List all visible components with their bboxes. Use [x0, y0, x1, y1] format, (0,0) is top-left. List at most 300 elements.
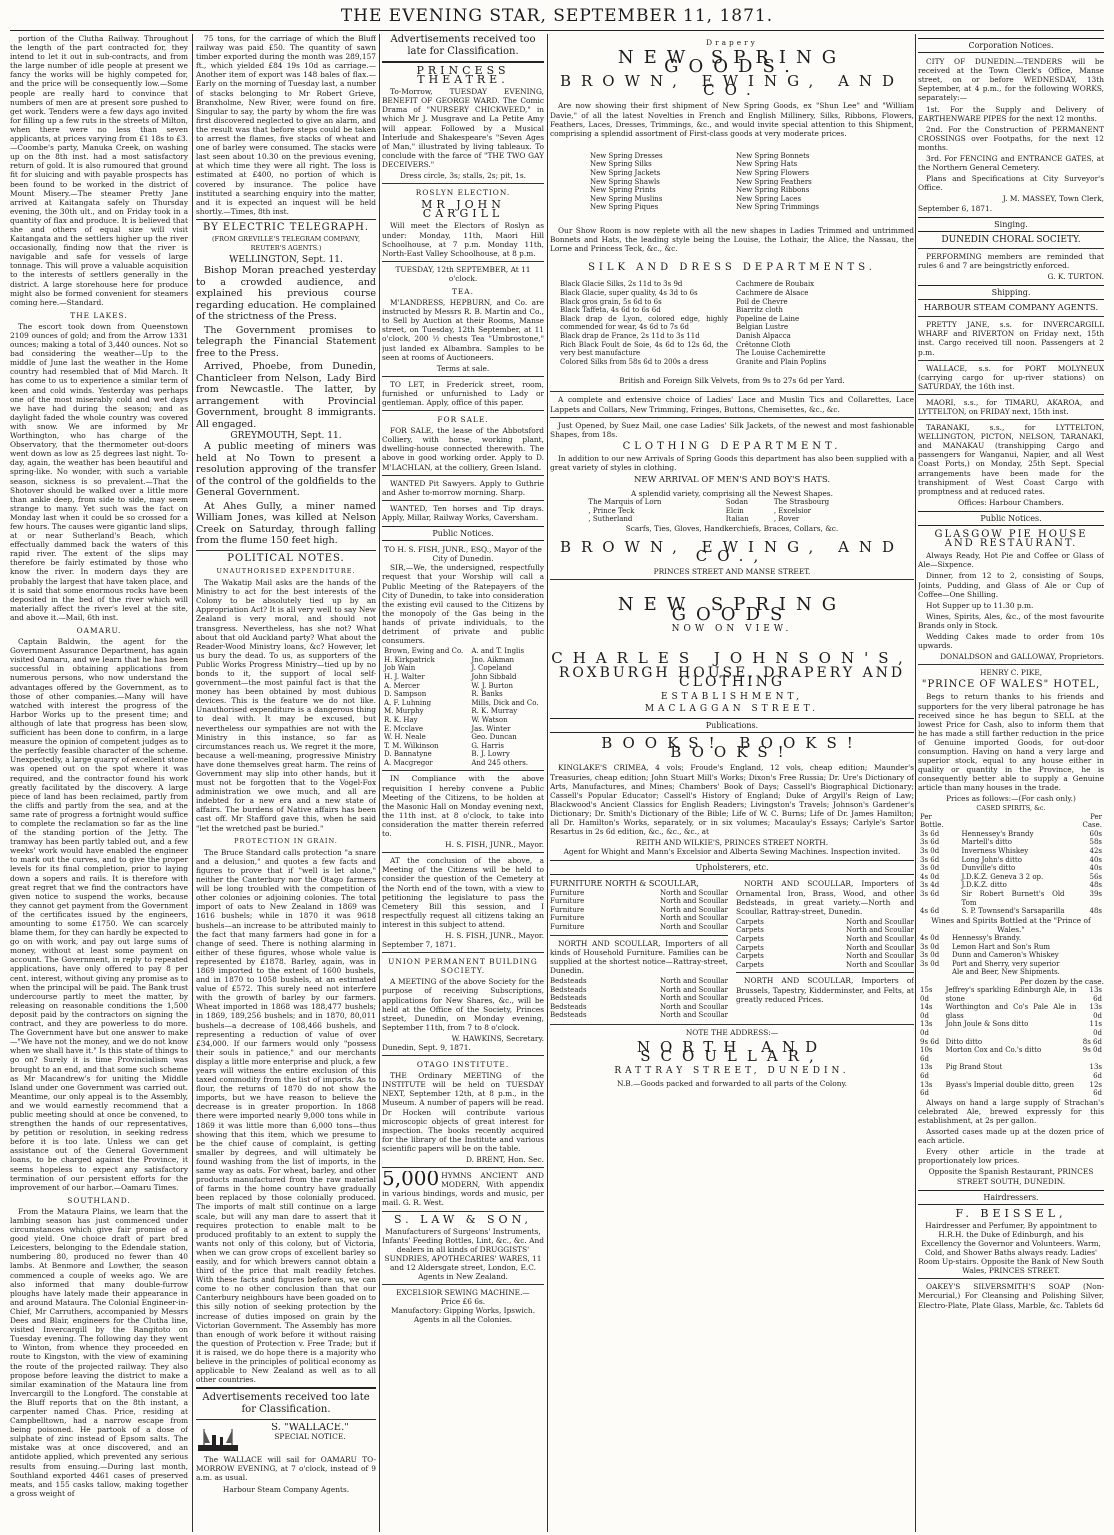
- table-row: [918, 951, 1104, 960]
- paragraph: KINGLAKE'S CRIMEA, 4 vols; Froude's England, 12 vols, cheap edition; Maunder's Treasuries, cheap edition; John Stuart Mill's Works; Dixon's Free Russia; Dr. Ure's Dictionary of Arts, Manufactures, and Mines; Chambers' Book of Days; Cassell's Biographical Dictionary; Cassell's Popular Educator; Cassell's History of England; Duke of Argyll's Reign of Law; Blackwood's Ancient Classics for English Readers; Livingston's Travels; Johnson's Gardener's Dictionary; Dr. Smith's Dictionary of the Bible; Life of W. C. Burns; Life of Dr. James Hamilton; all Dr. Hamilton's Works, separately, or in six volumes; Macaulay's Essays; Carlyle's Sartor Resartus in 2s 6d edition, &c., &c., &c., at: [550, 763, 914, 837]
- list-item: [550, 923, 728, 932]
- paragraph: Arrived, Phoebe, from Dunedin, Chanticleer from Nelson, Lady Bird from Newcastle. The latter, by arrangement with Provincial Government, brought 8 immigrants. All engaged.: [196, 361, 376, 430]
- table-cell: 3s 0d: [920, 847, 940, 856]
- section-heading: SOUTHLAND.: [67, 1195, 131, 1205]
- furniture-heading: FURNITURE NORTH & SCOULLAR,: [550, 879, 699, 889]
- paragraph: WALLACE, s.s. for PORT MOLYNEUX (carrying cargo for up-river stations) on SATURDAY, the 16th inst.: [918, 363, 1104, 391]
- table-cell: J.D.K.Z. Geneva 3 2 op.: [961, 872, 1044, 881]
- paragraph: Captain Baldwin, the agent for the Government Assurance Department, has again visited Oamaru, and we learn that he has been successful in obtaining applications from numerous persons, who now understand the advantages offered by the Government, as to those of other companies.—Many will have watched with interest the progress of the Harbor Works up to the present time; and although of late that progress has been slow, sufficient has been done to confirm, in a large measure the opinion of competent judges as to the perfectly feasible character of the scheme. Unexpectedly, a large quarry of excellent stone was opened out on the spot where it was required, and the contractor found his work greatly facilitated by the discovery. A large piece of land has been reclaimed, partly from the cliffs and partly from the sea, and at the same rate of progress a fortnight would suffice to complete the reclamation so far as the line of the standing portion of the Jetty. The tramway has been partly tabled out, and a few weeks' work would have enabled the engineer to mark out the curves, and to give the proper levels for its final completion, prior to laying down a sopers and rails. It is therefore with great regret that we find the contractors have given notice to suspend the works, because they cannot get payment from the Government of the certificates issued by the engineers, amounting to some £1750. We can scarcely blame them, for they can hardly be expected to go on with work, and pay out large sums of money, without at least some payment on account. The Government, in reply to repeated applications, have only offered to pay 8 per cent. interest, without giving any promise as to when the principal will be paid. The Bank trust undercourse partly to meet the matter, by releasing on reasonable conditions the 1,500 deposit paid by the contractors on signing the contract, and they are powerless to do more. The Government have but one answer to make—"We have not the money, and we do not know when we shall have it." Is this state of things to go on? Surely it is time Provincialism was brought to an end, and that some such scheme as Mr Macandrew's for uniting the Middle Island under one Government was carried out. Meantime, our only appeal is to the Assembly, and we would earnestly recommend that a public meeting should at once be convened, to strengthen the hands of our representatives, by petition or resolution, in seeking redress before it is too late. Unless we can get assistance out of the General Government loans, to be charged against the Province, it seems hopeless to expect any satisfactory termination of our persistent efforts for the improvement of our harbor.—Oamaru Times.: [10, 637, 188, 1192]
- list-item: [736, 918, 914, 927]
- table-row: [382, 750, 544, 759]
- item-seller: North and Scoullar: [659, 1002, 728, 1011]
- paragraph: Dinner, from 12 to 2, consisting of Soups, Joints, Pudding, and Glass of Ale or Cup of Coffee—One Shilling.: [918, 571, 1104, 599]
- telegraph-source: (FROM GREVILLE'S TELEGRAM COMPANY, REUTER'S AGENTS.): [211, 234, 361, 253]
- item-seller: North and Scoullar: [659, 994, 728, 1003]
- table-cell: J. Copeland: [471, 664, 512, 673]
- section-heading: TEA.: [451, 286, 474, 296]
- paragraph: Always on hand a large supply of Strachan's celebrated Ale, brewed expressly for this establishment, at 2s per gallon.: [918, 1097, 1104, 1125]
- table-cell: 56s: [1089, 872, 1102, 881]
- section-bar: Upholsterers, etc.: [550, 860, 914, 875]
- sub-heading: PROTECTION IN GRAIN.: [234, 836, 338, 845]
- paragraph: 75 tons, for the carriage of which the Bluff railway was paid £50. The quantity of sawn timber exported during the month was 289,157 ft., which yielded £84 19s 10d as carriage.—Another item of export was 148 bales of flax.—Early on the morning of Tuesday last, a number of stacks belonging to Mr Robert Grieve, Branxholme, New River, were found on fire. Singular to say, the party by whom the fire was first discovered neglected to give an alarm, and the result was that before steps could be taken to arrest the flames, five stacks of wheat and one of barley were consumed. The stacks were last seen about 10.30 on the previous evening, at which time they were all right. The loss is estimated at £400, no portion of which is covered by insurance. The police have instituted a searching enquiry into the matter, and it is expected an inquest will be held shortly.—Times, 8th inst.: [196, 34, 376, 216]
- column-divider: [547, 34, 548, 1532]
- paragraph: Our Show Room is now replete with all the new shapes in Ladies Trimmed and untrimmed Bonnets and Hats, the leading style being the Louise, the Lothair, the Alice, the Nassau, the Lorne and Princess Teck, &c., &c.: [550, 226, 914, 254]
- table-cell: John Sibbald: [471, 672, 517, 681]
- signature: W. HAWKINS, Secretary.: [451, 1033, 544, 1043]
- table-row: [918, 830, 1104, 839]
- paragraph: Hot Supper up to 11.30 p.m.: [926, 600, 1034, 610]
- date: September 7, 1871.: [382, 940, 457, 950]
- divider: [196, 1387, 376, 1389]
- list-item: Black drap de Lyon, colored edge, highly commended for wear, 4s 6d to 7s 6d: [560, 314, 728, 332]
- table-cell: W. H. Neale: [384, 733, 426, 742]
- table-row: [918, 1038, 1104, 1047]
- table-cell: 40s: [1089, 864, 1102, 873]
- velvets: British and Foreign Silk Velvets, from 9s to 27s 6d per Yard.: [619, 376, 845, 386]
- item-label: Carpets: [736, 952, 764, 961]
- section-heading: ROSLYN ELECTION.: [415, 188, 511, 198]
- paragraph: CITY OF DUNEDIN.—TENDERS will be received at the Town Clerk's Office, Manse street, on or before WEDNESDAY, 13th September, at 4 p.m., for the following WORKS, separately:—: [918, 57, 1104, 103]
- item-label: Furniture: [550, 888, 585, 897]
- table-cell: Jeffrey's sparkling Edinburgh Ale, in stone: [945, 986, 1077, 1003]
- signatories-table: [382, 647, 544, 767]
- table-row: [918, 838, 1104, 847]
- item-label: Furniture: [550, 905, 585, 914]
- table-cell: , Sutherland: [588, 515, 633, 524]
- paragraph: Plans and Specifications at City Surveyor's Office.: [918, 174, 1104, 193]
- table-row: [918, 864, 1104, 873]
- sale-date: TUESDAY, 12th SEPTEMBER, At 11 o'clock.: [395, 264, 531, 283]
- item-seller: North and Scoullar: [845, 960, 914, 969]
- table-cell: Long John's ditto: [961, 855, 1022, 864]
- table-cell: 3s 6d: [920, 838, 940, 847]
- books-heading: BOOKS! BOOKS! BOOKS!: [601, 734, 863, 762]
- divider: [382, 261, 544, 262]
- column-divider: [379, 34, 380, 1532]
- beers-table: [918, 986, 1104, 1098]
- table-cell: Job Wain: [384, 664, 416, 673]
- paragraph: The Wakatip Mail asks are the hands of the Ministry to act for the best interests of the Colony to be absolutely tied up by an Appropriation Act? It is all very well to say New Zealand is very moral, and should not transgress. Nevertheless, has she not? What about that old Auckland party? What about the Reader-Wood Ministry loans, &c? However, let us bury the dead. To us, as supporters of the Public Works Progress Ministry—tied up by no bonds to it, the support of local self-government—the most painful fact is that the money has been obtained by most dubious devices. This is the feature we do not like. Unauthorised expenditure is a dangerous thing to deal with. It may be excused, but nevertheless our sympathies are not with the Ministry in this instance, so far as circumstances reach us. We regret it the more, because a well-meaning, progressive Ministry have done themselves great harm. The reins of Government may slip into other hands, but it must not be forgotten that to the Vogel-Fox administration we owe much, and all are indebted for a new era and a new state of affairs. The burdens of Native affairs has been cast off. Mr Stafford gave this, when he said "let the wretched past be buried.": [196, 578, 376, 833]
- paragraph: Manufacturers of Surgeons' Instruments, Infants' Feeding Bottles, Lint, &c., &c. And dealers in all kinds of DRUGGISTS' SUNDRIES, APOTHECARIES' WARES, 11 and 12 Aldersgate street, London, E.C. Agents in New Zealand.: [382, 1226, 544, 1282]
- divider: [382, 1284, 544, 1285]
- divider: [550, 935, 728, 936]
- table-cell: Pig Brand Stout: [945, 1063, 1003, 1072]
- table-row: [918, 907, 1104, 916]
- paragraph: Wedding Cakes made to order from 10s upwards.: [918, 631, 1104, 651]
- paragraph: The WALLACE will sail for OAMARU TO-MORROW EVENING, at 7 o'clock, instead of 9 a.m. as usual.: [196, 1455, 376, 1483]
- column-4: [550, 34, 914, 1532]
- table-row: [918, 1020, 1104, 1037]
- paragraph: MAORI, s.s., for TIMARU, AKAROA, and LYTTELTON, on FRIDAY next, 15th inst.: [918, 397, 1104, 416]
- ship-title: S. "WALLACE.": [271, 1423, 349, 1434]
- table-cell: , Prince Teck: [588, 506, 635, 515]
- list-item: New Spring Ribbons: [736, 186, 810, 195]
- table-cell: Ditto ditto: [945, 1037, 983, 1046]
- table-cell: Sir Robert Burnett's Old Tom: [961, 890, 1065, 907]
- table-cell: 4s 0d: [920, 933, 940, 942]
- section-bar: Public Notices.: [918, 511, 1104, 526]
- list-item: Crêtonne Cloth: [736, 340, 791, 349]
- ship-subtitle: SPECIAL NOTICE.: [274, 1432, 346, 1442]
- table-cell: 12s 6d: [1089, 1080, 1102, 1098]
- list-item: New Spring Jackets: [590, 169, 661, 178]
- table-row: [918, 847, 1104, 856]
- list-item: Cachmere de Roubaix: [736, 280, 815, 289]
- table-cell: 11s 0d: [1089, 1020, 1102, 1037]
- table-row: [918, 934, 1104, 943]
- divider: [196, 219, 376, 220]
- paragraph: M'LANDRESS, HEPBURN, and Co. are instructed by Messrs R. B. Martin and Co., to Sell by Auction at their Rooms, Manse street, on Tuesday, 12th September, at 11 o'clock, 200 ½ chests Tea "Umbrostone," just landed ex Albambra. Samples to be seen at rooms of Auctioneers.: [382, 298, 544, 362]
- item-label: Carpets: [736, 935, 764, 944]
- table-row: [918, 960, 1104, 969]
- table-cell: 13s 6d: [1089, 1063, 1102, 1080]
- firm-address: RATTRAY STREET, DUNEDIN.: [614, 1066, 850, 1077]
- table-cell: W. J. Burton: [471, 681, 513, 690]
- paragraph: AT the conclusion of the above, a Meeting of the Citizens will be held to consider the question of the Cemetery at the North end of the town, with a view to petitioning the legislature to pass the Cemetery Bill this session, and I respectfully request all citizens taking an interest in this subject to attend.: [382, 856, 544, 929]
- table-row: [918, 881, 1104, 890]
- list-item: [736, 944, 914, 953]
- terms: Terms at sale.: [436, 363, 490, 373]
- item-label: Furniture: [550, 922, 585, 931]
- list-item: New Spring Hats: [736, 160, 798, 169]
- furniture-list: [550, 889, 728, 932]
- list-item: [550, 897, 728, 906]
- table-cell: Hennessy's Brandy.: [951, 933, 1022, 942]
- signature: DONALDSON and GALLOWAY, Proprietors.: [940, 652, 1104, 662]
- item-label: Furniture: [550, 914, 585, 923]
- table-row: [918, 968, 1104, 977]
- list-item: Black Glacie, super quality, 4s 3d to 6s: [560, 288, 698, 297]
- clothing-heading: CLOTHING DEPARTMENT.: [622, 440, 842, 452]
- paragraph: A public meeting of miners was held at No Town to present a resolution approving of the transfer of the control of the goldfields to the General Government.: [196, 441, 376, 499]
- divider: [382, 500, 544, 501]
- item-label: Carpets: [736, 943, 764, 952]
- paragraph: The Bruce Standard calls protection "a snare and a delusion," and quotes a few facts and figures to prove that if "well is let alone," neither the Canterbury nor the Otago farmers will be long troubled with the competition of other colonies or adjoining colonies. The total import of oats to New Zealand in 1869 was 1616 bushels; while in 1870 it was 9618 bushels—an increase to be attributed mainly to the fact that many farmers had gone in for a change of seed. There is nothing alarming in either of these figures, whose whole value is represented by £1878. Barley, again, was in 1869 imported to the extent of 1600 bushels, and in 1870 to 1058 bushels, at an estimated value of £572. This surely need not interfere with the growth of barley by our farmers. Wheat imported in 1868 was 188,477 bushels; in 1869, 189,256 bushels; and in 1870, 80,011 bushels—a decrease of 108,466 bushels, and representing a reduction of value of over £34,000. If our farmers would only "possess their souls in patience," and our merchants display a little more enterprise and pluck, a few years will witness the entire exclusion of this taxed commodity from the list of imports. As to flour, the returns of 1870 do not show the imports, but we have reason to believe the decrease is in greater proportion. In 1868 there were imported nearly 9,000 tons while in 1869 it was little more than 6,000 tons—thus showing that this item, which we presume to be the chief cause of complaint, is getting smaller by degrees, and will ultimately be found washing from the list of imports, in the same way as oats. For wheat, barley, and other products manufactured from the raw material of farms in the home country have gradually been replaced by those colonially produced. The imports of malt still continue on a large scale, but will any man dare to assert that it requires protection to enable malt to be produced profitably to an extent to supply the wants not only of this colony, but of Victoria, when we can grow crops of excellent barley so easily, and for which brewers cannot obtain a third of the price that malt readily fetches. With these facts and figures before us, we can come to no other conclusion than that our Canterbury neighbours have been goaded on to this silly notion of seeking protection by the increase of duties imposed on grain by the Victorian Government. The Assembly has more than enough of work before it without raising the question of Protection v. Free Trade; but if it is raised, we do hope there is a majority who believe in the principles of political economy as applicable to New Zealand as well as to all other countries.: [196, 847, 376, 1385]
- table-cell: 13s 6d: [920, 1080, 933, 1098]
- column-header: Per Case.: [1082, 812, 1102, 830]
- list-item: Danish Alpacca: [736, 331, 791, 340]
- table-cell: 9s 6d: [920, 1037, 940, 1046]
- paragraph: OAKEY'S SILVERSMITH'S SOAP (Non-Mercurial,) For Cleansing and Polishing Silver, Electro-Plate, Plate Glass, Marble, &c. Tablets 6d: [918, 1282, 1104, 1310]
- table-cell: 48s: [1089, 881, 1102, 890]
- masthead: THE EVENING STAR, SEPTEMBER 11, 1871.: [340, 6, 774, 26]
- table-cell: 60s: [1089, 829, 1102, 838]
- table-cell: W. Watson: [471, 715, 508, 724]
- paragraph: HYMNS ANCIENT AND MODERN, With appendix in various bindings, words and music, per mail. G. R. West.: [382, 1171, 544, 1208]
- table-cell: 3s 0d: [920, 864, 940, 873]
- wines-heading: Wines and Spirits Bottled at the "Prince of Wales.": [931, 915, 1091, 934]
- divider: [382, 1167, 544, 1168]
- divider: [918, 316, 1104, 317]
- company-name: HARBOUR STEAM COMPANY AGENTS.: [923, 303, 1099, 314]
- table-cell: , Excelsior: [773, 506, 812, 515]
- item-seller: North and Scoullar: [659, 1011, 728, 1020]
- political-heading: POLITICAL NOTES.: [227, 552, 345, 564]
- table-cell: Jas. Winter: [471, 724, 511, 733]
- section-heading: Drapery: [706, 38, 758, 47]
- list-item: [736, 961, 914, 970]
- list-item: Belgian Lustre: [736, 323, 789, 332]
- table-cell: M. Murphy: [384, 707, 424, 716]
- item-seller: North and Scoullar: [845, 917, 914, 926]
- divider: [550, 579, 914, 580]
- section-bar: Public Notices.: [382, 526, 544, 541]
- table-cell: Geo. Duncan: [471, 733, 517, 742]
- divider: [196, 1419, 376, 1420]
- table-cell: T. M. Wilkinson: [384, 741, 439, 750]
- top-rule: [10, 30, 1104, 31]
- steamship-icon: [196, 1425, 240, 1455]
- list-item: [550, 906, 728, 915]
- list-item: New Spring Feathers: [736, 177, 812, 186]
- section-heading: FOR SALE.: [437, 415, 489, 425]
- table-row: [382, 673, 544, 682]
- paragraph: Are now showing their first shipment of New Spring Goods, ex "Shun Lee" and "William Davie," of all the latest Novelties in French and English Millinery, Silks, Ribbons, Flowers, Feathers, Laces, Dresses, Trimmings, &c., and would invite special attention to this Shipment, comprising a splendid assortment of First-class goods at very moderate prices.: [550, 101, 914, 138]
- section-heading: OAMARU.: [76, 626, 122, 635]
- signature: G. K. TURTON.: [1047, 271, 1104, 281]
- paragraph: Assorted cases made up at the dozen price of each article.: [918, 1127, 1104, 1146]
- table-cell: 15s 0d: [920, 986, 933, 1003]
- divider: [918, 394, 1104, 395]
- paragraph: NORTH AND SCOULLAR, Importers of Ornamental Iron, Brass, Wood, and other Bedsteads, in great variety.—North and Scoullar, Rattray-street, Dunedin.: [736, 879, 914, 916]
- address: Opposite the Spanish Restaurant, PRINCES STREET SOUTH, DUNEDIN.: [928, 1167, 1094, 1186]
- list-left: [590, 152, 728, 212]
- paragraph: NORTH AND SCOULLAR, Importers of all kinds of Household Furniture. Families can be supplied at the shortest notice—Rattray-street, Dunedin.: [550, 938, 728, 975]
- hairdresser-name: F. BEISSEL,: [955, 1206, 1067, 1220]
- section-heading: UNION PERMANENT BUILDING SOCIETY.: [388, 957, 538, 976]
- silk-list-left: [560, 280, 728, 366]
- display-heading: NEW SPRING GOODS.: [617, 47, 847, 78]
- table-cell: 48s: [1089, 907, 1102, 916]
- table-cell: 10s 6d: [920, 1046, 933, 1063]
- table-cell: And 245 others.: [471, 758, 529, 767]
- date: September 6, 1871.: [918, 203, 993, 213]
- item-seller: North and Scoullar: [659, 905, 728, 914]
- table-cell: Italian: [725, 515, 749, 524]
- section-bar: Publications.: [550, 718, 914, 733]
- paragraph: FOR SALE, the lease of the Abbotsford Colliery, with horse, working plant, dwelling-house connected therewith. The above in good working order. Apply to D. M'LACHLAN, at the colliery, Green Island.: [382, 426, 544, 472]
- table-cell: Inverness Whiskey: [961, 847, 1029, 856]
- table-cell: Lemon Hart and Son's Rum: [951, 942, 1051, 951]
- paragraph: Every other article in the trade at proportionately low prices.: [918, 1147, 1104, 1166]
- table-cell: B. J. Lowry: [471, 750, 510, 759]
- note: N.B.—Goods packed and forwarded to all parts of the Colony.: [616, 1079, 848, 1089]
- paragraph: A MEETING of the above Society for the purpose of receiving Subscriptions, applications for New Shares, &c., will be held at the Office of the Society, Princes street, Dunedin, on Monday evening, September 11th, from 7 to 8 o'clock.: [382, 977, 544, 1032]
- paragraph: Wines, Spirits, Ales, &c., of the most favourite Brands only in Stock.: [918, 611, 1104, 630]
- item-label: Carpets: [736, 926, 764, 935]
- list-item: New Spring Dresses: [590, 151, 663, 160]
- list-item: Black Glacie Silks, 2s 11d to 3s 9d: [560, 280, 683, 289]
- list-item: New Spring Trimmings: [736, 203, 819, 212]
- item-label: Bedsteads: [550, 1002, 587, 1011]
- sub-heading: UNAUTHORISED EXPENDITURE.: [216, 566, 356, 575]
- list-item: [550, 889, 728, 898]
- table-cell: H. J. Walter: [384, 672, 425, 681]
- table-cell: A. F. Luhning: [384, 698, 432, 707]
- section-bar: Corporation Notices.: [918, 38, 1104, 53]
- signature: H. S. FISH, JUNR., Mayor.: [445, 930, 544, 940]
- table-row: [382, 664, 544, 673]
- list-item: Poil de Chevre: [736, 297, 788, 306]
- paragraph: TARANAKI, s.s., for LYTTELTON, WELLINGTON, PICTON, NELSON, TARANAKI, and MANAKAU (transhipping Cargo and passengers for Wanganui, Napier, and all West Coast Ports,) on Monday, 25th Sept. Special arrangements have been made for the transhipment of West Coast Cargo with promptness and at reduced rates.: [918, 423, 1104, 496]
- divider: [550, 417, 914, 418]
- item-seller: North and Scoullar: [659, 976, 728, 985]
- table-cell: 3s 6d: [920, 829, 940, 838]
- column-5: [918, 34, 1104, 1532]
- proprietor: HENRY C. PIKE,: [979, 668, 1043, 678]
- table-cell: Martell's ditto: [961, 838, 1012, 847]
- divider: [382, 770, 544, 771]
- list-item: New Spring Bonnets: [736, 151, 810, 160]
- column-2: [196, 34, 376, 1532]
- section-bar: Shipping.: [918, 285, 1104, 300]
- table-cell: 42s: [1089, 847, 1102, 856]
- table-cell: 4s 0d: [920, 872, 940, 881]
- table-cell: 13s 0d: [920, 1020, 933, 1037]
- bookseller: REITH AND WILKIE'S, PRINCES STREET NORTH.: [635, 838, 829, 848]
- carpets-list: [736, 918, 914, 970]
- table-row: [382, 742, 544, 751]
- list-item: New Spring Piques: [590, 203, 659, 212]
- table-row: [918, 1081, 1104, 1098]
- column-header: Per Bottle.: [920, 812, 944, 830]
- table-row: [382, 733, 544, 742]
- list-item: Rich Black Foult de Soie, 4s 6d to 12s 6d, the very best manufacture: [560, 340, 728, 358]
- item-seller: North and Scoullar: [659, 922, 728, 931]
- display-heading: NEW SPRING GOODS: [617, 594, 847, 625]
- paragraph: WANTED Pit Sawyers. Apply to Guthrie and Asher to-morrow morning. Sharp.: [382, 478, 544, 497]
- table-cell: Mills, Dick and Co.: [471, 698, 539, 707]
- paragraph: Manufactory: Gipping Works, Ipswich. Agents in all the Colonies.: [390, 1306, 536, 1325]
- paragraph: From the Mataura Plains, we learn that the lambing season has just commenced under circumstances which give fair promise of a good yield. One choice draft of part bred Leicesters, belonging to the Edendale station, numbering 80, produced no fewer than 40 lambs. At Benmore and Lowther, the season commenced a couple of weeks ago. We are also informed that many double-furrow ploughs have lately made their appearance in and around Mataura. The Colonial Engineer-in-Chief, Mr Carruthers, accompanied by Messrs Dees and Blair, engineers for the Clutha line, visited Invercargill by the Rangitoto on Tuesday evening. The following day they went to Winton, from whence they proceeded en route to Kingston, with the view of examining the route of the projected railway. They also propose before leaving the district to make a similar examination of the Mataura line from Invercargill to the Longford. The constable at the Bluff reports that on the 8th instant, a carpenter named Chas. Price, residing at Campbelltown, had a narrow escape from being poisoned. He partook of a dose of sulphate of zinc instead of Epsom salts. The mistake was at once discovered, and an antidote applied, which prevented any serious results from ensuing.—During last month, Southland exported 4461 cases of preserved meats, and 155 casks tallow, making together a gross weight of: [10, 1206, 188, 1498]
- silk-heading: SILK AND DRESS DEPARTMENTS.: [588, 262, 876, 274]
- paragraph: A complete and extensive choice of Ladies' Lace and Muslin Tics and Collarettes, Lace Lappets and Collars, New Trimming, Fringes, Buttons, Chemisettes, &c., &c.: [550, 395, 914, 414]
- table-cell: Worthington and Co's Pale Ale in glass: [945, 1003, 1077, 1020]
- item-seller: North and Scoullar: [845, 926, 914, 935]
- prices-note: Prices as follows:—(For cash only.): [946, 794, 1076, 804]
- hats-heading: NEW ARRIVAL OF MEN'S AND BOY'S HATS.: [633, 475, 831, 486]
- table-cell: R. K. Hay: [384, 715, 418, 724]
- paragraph: The Government promises to telegraph the Financial Statement free to the Press.: [196, 324, 376, 359]
- divider: [550, 391, 914, 392]
- paragraph: THE Ordinary MEETING of the INSTITUTE will be held on TUESDAY NEXT, September 12th, at 8 p.m., in the Museum. A number of papers will be read. Dr Hocken will contribute various microscopic objects of great interest for inspection. The books recently acquired for the library of the Institute and various scientific papers will be on the table.: [382, 1071, 544, 1153]
- item-label: Bedsteads: [550, 1011, 587, 1020]
- table-cell: 13s 6d: [1089, 986, 1102, 1003]
- column-divider: [192, 34, 193, 1532]
- table-row: [918, 1046, 1104, 1063]
- dateline: GREYMOUTH, Sept. 11.: [230, 431, 342, 442]
- list-item: Cachmere de Alsace: [736, 288, 809, 297]
- late-ads-heading: Advertisements received too late for Classification.: [202, 1392, 370, 1416]
- list-item: [550, 994, 728, 1003]
- list-item: [736, 935, 914, 944]
- list-item: [736, 952, 914, 961]
- law-son-title: S. LAW & SON,: [393, 1212, 532, 1226]
- table-cell: H. Kirkpatrick: [384, 655, 435, 664]
- table-cell: John Joule & Sons ditto: [945, 1020, 1029, 1029]
- table-cell: 3s 6d: [920, 855, 940, 864]
- paragraph: The escort took down from Queenstown 2109 ounces of gold; and from the Arrow 1331 ounces; making a total of 3,440 ounces. Not so bad considering the weather—Up to the middle of June last the weather in the Home country had resembled that of Mid March. It has come to us to experience a similar term of keen and cold winds. Yesterday was perhaps one of the most miserably cold and wet days we have had during the season; and as daylight faded the whole country was covered with snow. We are informed by Mr Worthington, who has charge of the Observatory, that the thermometer out-doors went down as low as 25 degrees last night. To-day, again, the weather has been beautiful and spring-like. No wonder, with such a variable season, sickness is so prevalent.—That the Shotover should be walked over a little more than ankle deep, from side to side, may seem strange to many. Yet such was the fact on Monday last when it could be so crossed for a few hours. The causes were gigantic land slips, at or near Sutherland's Beach, which effectually dammed back the waters of this rapid river. The extent of the slips may therefore be fairly estimated by those who know the river. In modern days they are probably the largest that have taken place, and it is said that some enormous rocks have been deposited in the bed of the river which will materially affect the river's level at the site, and above it.—Mail, 6th inst.: [10, 321, 188, 622]
- table-row: [918, 986, 1104, 1003]
- table-row: [382, 682, 544, 691]
- table-cell: 14s 0d: [920, 1003, 933, 1020]
- table-row: [586, 498, 877, 507]
- list-item: New Spring Shawls: [590, 177, 660, 186]
- list-item: 3rd. For FENCING and ENTRANCE GATES, at the Northern General Cemetery.: [918, 154, 1104, 173]
- paragraph: To-Morrow, TUESDAY EVENING, BENEFIT OF GEORGE WARD. The Comic Drama of "NURSERY CHICKWEED," in which Mr J. Musgrave and La Petite Amy will appear. Followed by a Musical Interlude and Shakespeare's "Seven Ages of Man," illustrated by living tableaux. To conclude with the farce of "THE TWO GAY DECEIVERS.": [382, 87, 544, 169]
- silk-list-right: [736, 280, 904, 366]
- divider: [382, 183, 544, 184]
- table-cell: Hennessey's Brandy: [961, 829, 1034, 838]
- item-seller: North and Scoullar: [845, 935, 914, 944]
- item-label: Bedsteads: [550, 976, 587, 985]
- table-row: [918, 1003, 1104, 1020]
- address: TO H. S. FISH, JUNR., ESQ., Mayor of the City of Dunedin.: [384, 545, 542, 564]
- table-cell: Byass's Imperial double ditto, green: [945, 1080, 1074, 1089]
- table-row: [382, 707, 544, 716]
- hotel-name: "PRINCE OF WALES" HOTEL,: [921, 679, 1101, 691]
- table-cell: 58s: [1089, 838, 1102, 847]
- table-cell: Jno. Aikman: [471, 655, 515, 664]
- table-cell: Brown, Ewing and Co.: [384, 647, 464, 656]
- table-cell: The Marquis of Lorn: [588, 498, 662, 507]
- divider: [382, 852, 544, 853]
- table-row: [586, 515, 877, 524]
- glasgow-title: GLASGOW PIE HOUSE AND RESTAURANT.: [934, 529, 1088, 550]
- table-row: [382, 716, 544, 725]
- table-row: [918, 1063, 1104, 1080]
- offices: Offices: Harbour Chambers.: [958, 497, 1064, 507]
- table-cell: D. Bannatyne: [384, 750, 432, 759]
- table-cell: G. Harris: [471, 741, 504, 750]
- hats-intro: A splendid variety, comprising all the Newest Shapes.: [631, 489, 833, 499]
- item-label: Carpets: [736, 960, 764, 969]
- paragraph: IN Compliance with the above requisition I hereby convene a Public Meeting of the Citizens, to be holden at the Masonic Hall on Monday evening next, the 11th inst. at 8 o'clock, to take into consideration the matter therein referred to.: [382, 774, 544, 839]
- table-cell: E. Mcclave: [384, 724, 424, 733]
- table-cell: 13s 0d: [1089, 1003, 1102, 1020]
- table-cell: 3s 0d: [920, 942, 940, 951]
- item-seller: North and Scoullar: [659, 985, 728, 994]
- table-row: [918, 873, 1104, 882]
- divider: [550, 1024, 914, 1025]
- prices: Dress circle, 3s; stalls, 2s; pit, 1s.: [399, 171, 527, 181]
- paragraph: SIR,—We, the undersigned, respectfully request that your Worship will call a Public Meeting of the Ratepayers of the City of Dunedin, to take into consideration the existing evil caused to the Citizens by the monopoly of the Gas being in the hands of private individuals, to the detriment of private and public consumers.: [382, 563, 544, 646]
- sewing-title: EXCELSIOR SEWING MACHINE.—: [396, 1288, 530, 1298]
- divider: [736, 972, 914, 973]
- divider: [382, 952, 544, 953]
- section-heading: OTAGO INSTITUTE.: [416, 1060, 510, 1070]
- list-right: [736, 152, 874, 212]
- list-item: 2nd. For the Construction of PERMANENT CROSSINGS over Footpaths, for the next 12 months.: [918, 124, 1104, 152]
- paragraph: Always Ready, Hot Pie and Coffee or Glass of Ale—Sixpence.: [918, 551, 1104, 570]
- list-item: [736, 926, 914, 935]
- list-item: Black Taffeta, 4s 6d to 6s 6d: [560, 306, 661, 315]
- item-seller: North and Scoullar: [845, 952, 914, 961]
- firm-name: CHARLES JOHNSON'S,: [551, 648, 913, 667]
- table-row: [918, 943, 1104, 952]
- table-cell: R. K. Murray: [471, 707, 518, 716]
- table-cell: S. P. Townsend's Sarsaparilla: [961, 907, 1065, 916]
- paragraph: Hairdresser and Perfumer, By appointment to H.R.H. the Duke of Edinburgh, and his Excellency the Governor and Volunteers. Warm, Cold, and Shower Baths always ready. Ladies' Room Up-stairs. Opposite the Bank of New South Wales, PRINCES STREET.: [918, 1220, 1104, 1276]
- table-cell: Port and Sherry, very superior: [951, 959, 1060, 968]
- list-item: Black drap de France, 2s 11d to 3s 11d: [560, 331, 700, 340]
- list-item: [550, 1011, 728, 1020]
- table-cell: Ale and Beer, New Shipments.: [951, 968, 1060, 977]
- table-row: [918, 890, 1104, 907]
- item-label: Bedsteads: [550, 985, 587, 994]
- list-item: [550, 986, 728, 995]
- table-cell: The Strasbourg: [773, 498, 830, 507]
